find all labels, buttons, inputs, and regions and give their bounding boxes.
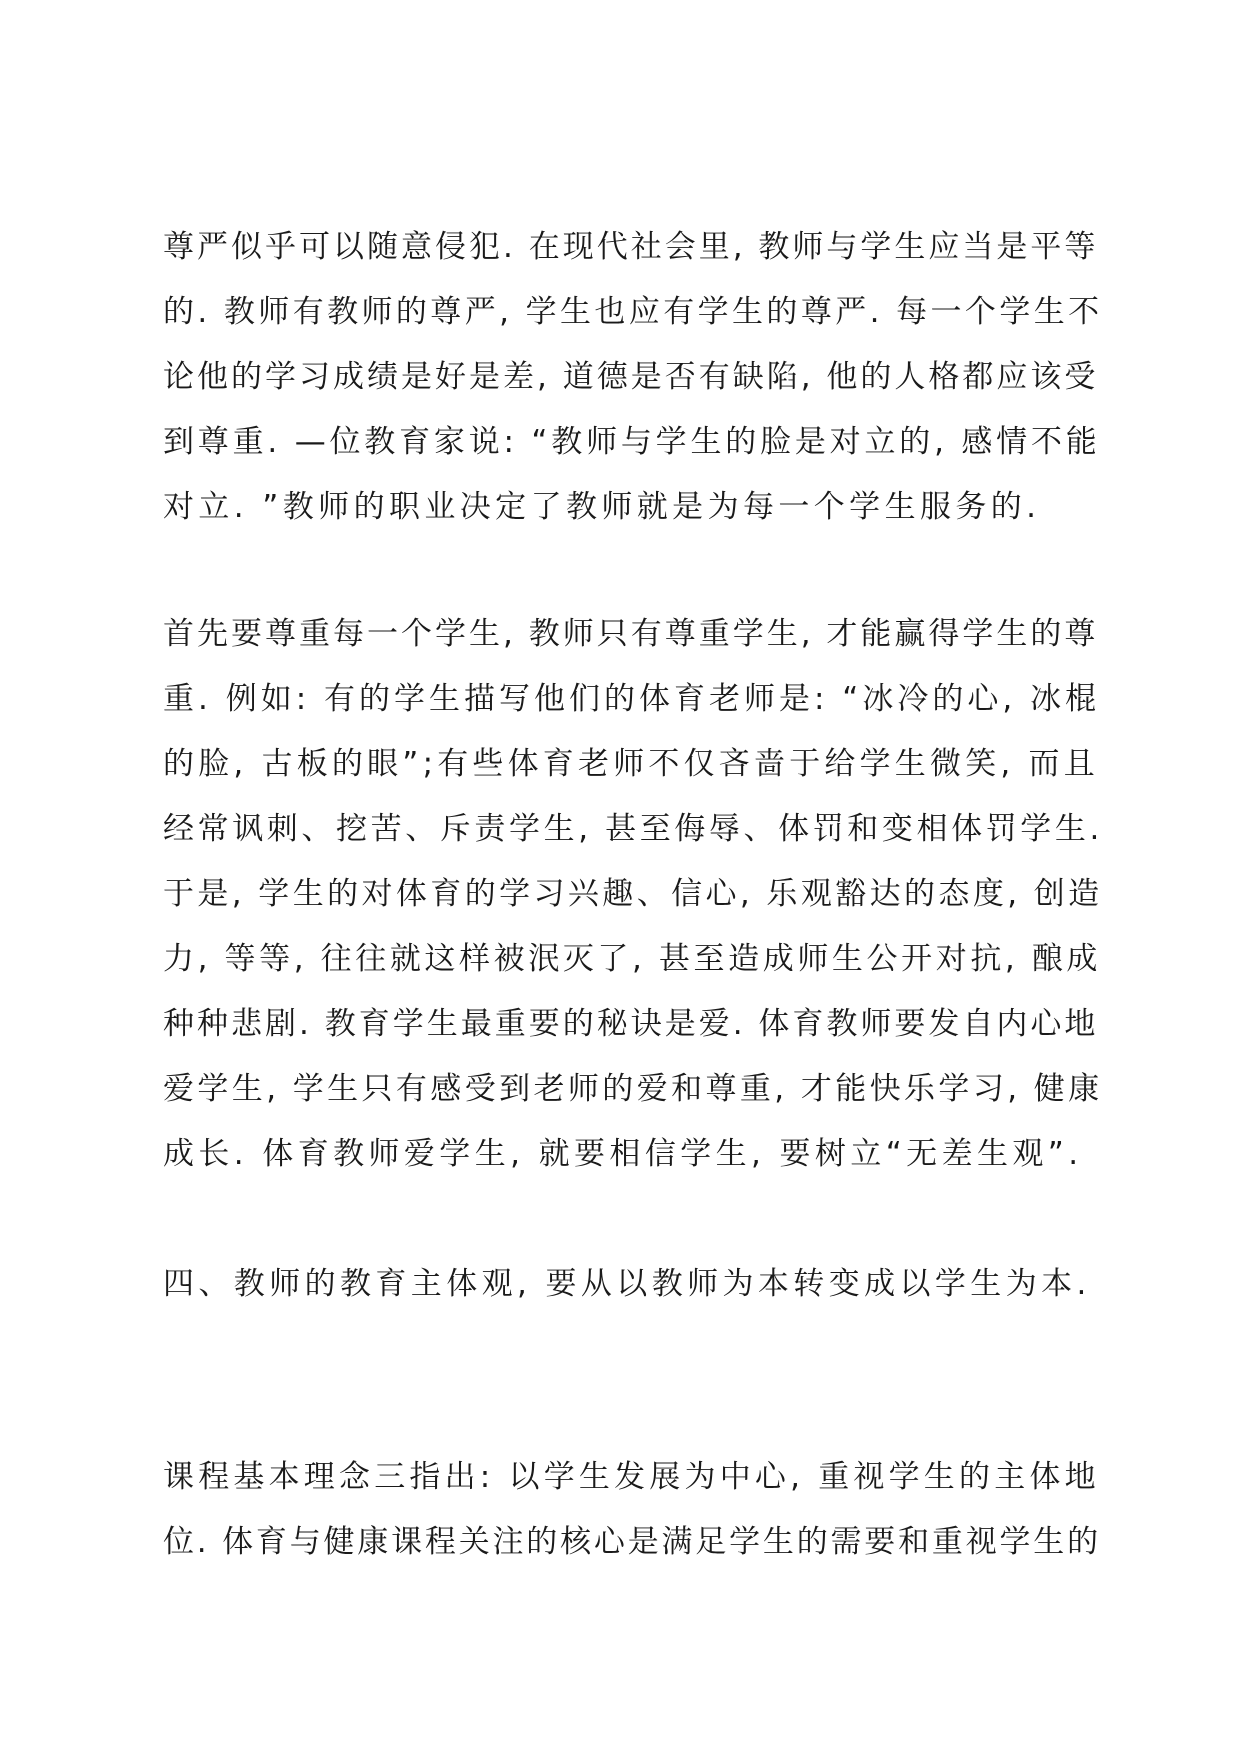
text-line: 课程基本理念三指出: 以学生发展为中心, 重视学生的主体地 xyxy=(163,1459,1100,1495)
text-line: 到尊重. —位教育家说: “教师与学生的脸是对立的, 感情不能 xyxy=(163,424,1101,460)
text-line: 的脸, 古板的眼”;有些体育老师不仅吝啬于给学生微笑, 而且 xyxy=(163,746,1099,782)
text-line: 的. 教师有教师的尊严, 学生也应有学生的尊严. 每一个学生不 xyxy=(163,294,1103,330)
text-line: 力, 等等, 往往就这样被泯灭了, 甚至造成师生公开对抗, 酿成 xyxy=(163,941,1102,977)
text-line: 爱学生, 学生只有感受到老师的爱和尊重, 才能快乐学习, 健康 xyxy=(163,1071,1103,1107)
text-line: 种种悲剧. 教育学生最重要的秘诀是爱. 体育教师要发自内心地 xyxy=(163,1006,1099,1042)
text-line: 尊严似乎可以随意侵犯. 在现代社会里, 教师与学生应当是平等 xyxy=(163,229,1099,265)
section-heading-four xyxy=(163,1252,1103,1317)
paragraph-respect-every-student xyxy=(163,602,1103,1187)
text-line: 对立. ”教师的职业决定了教师就是为每一个学生服务的. xyxy=(163,489,1041,525)
text-line: 重. 例如: 有的学生描写他们的体育老师是: “冰冷的心, 冰棍 xyxy=(163,681,1101,717)
text-line: 首先要尊重每一个学生, 教师只有尊重学生, 才能赢得学生的尊 xyxy=(163,616,1099,652)
text-line: 四、教师的教育主体观, 要从以教师为本转变成以学生为本. xyxy=(163,1266,1091,1302)
text-line: 位. 体育与健康课程关注的核心是满足学生的需要和重视学生的 xyxy=(163,1524,1101,1560)
text-line: 论他的学习成绩是好是差, 道德是否有缺陷, 他的人格都应该受 xyxy=(163,359,1099,395)
text-line: 成长. 体育教师爱学生, 就要相信学生, 要树立“无差生观”. xyxy=(163,1136,1083,1172)
text-line: 于是, 学生的对体育的学习兴趣、信心, 乐观豁达的态度, 创造 xyxy=(163,876,1103,912)
text-line: 经常讽刺、挖苦、斥责学生, 甚至侮辱、体罚和变相体罚学生. xyxy=(163,811,1103,847)
paragraph-curriculum-concept xyxy=(163,1445,1103,1575)
paragraph-teacher-student-dignity xyxy=(163,215,1103,540)
